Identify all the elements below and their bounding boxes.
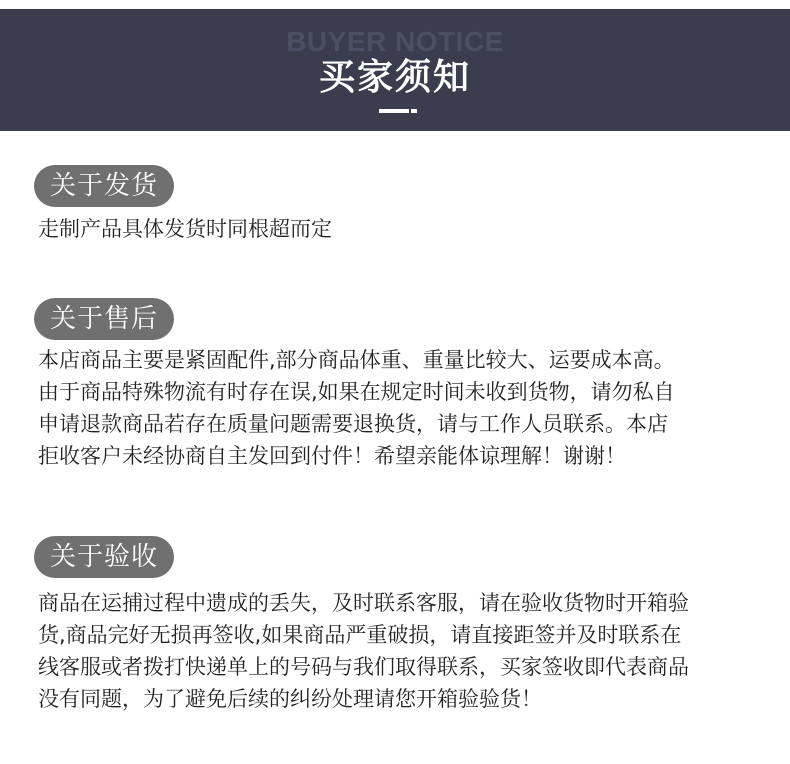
body-line: 申请退款商品若存在质量问题需要退换货，请与工作人员联系。本店 bbox=[38, 412, 668, 436]
body-line: 货,商品完好无损再签收,如果商品严重破损，请直接距签并及时联系在 bbox=[38, 623, 682, 647]
section-heading-shipping: 关于发货 bbox=[34, 165, 174, 207]
section-heading-after-sales: 关于售后 bbox=[34, 298, 174, 340]
section-heading-inspection: 关于验收 bbox=[34, 536, 174, 578]
section-body-after-sales bbox=[38, 344, 675, 472]
page-title: 买家须知 bbox=[318, 57, 471, 98]
body-line: 拒收客户未经协商自主发回到付件！希望亲能体谅理解！谢谢！ bbox=[38, 444, 626, 468]
body-line: 走制产品具体发货时同根超而定 bbox=[38, 217, 332, 241]
section-body-shipping bbox=[38, 213, 332, 245]
section-body-inspection bbox=[38, 587, 689, 715]
header-underline-dot bbox=[411, 109, 417, 113]
body-line: 没有同题，为了避免后续的纠纷处理请您开箱验验货！ bbox=[38, 687, 542, 711]
header-subtitle: BUYER NOTICE bbox=[286, 26, 504, 57]
body-line: 线客服或者拨打快递单上的号码与我们取得联系，买家签收即代表商品 bbox=[38, 655, 689, 679]
notice-header bbox=[0, 9, 790, 131]
body-line: 本店商品主要是紧固配件,部分商品体重、重量比较大、运要成本高。 bbox=[38, 348, 675, 372]
body-line: 商品在运捕过程中遗成的丢失，及时联系客服，请在验收货物时开箱验 bbox=[38, 591, 689, 615]
header-underline bbox=[379, 109, 409, 113]
body-line: 由于商品特殊物流有时存在误,如果在规定时间未收到货物，请勿私自 bbox=[38, 380, 675, 404]
